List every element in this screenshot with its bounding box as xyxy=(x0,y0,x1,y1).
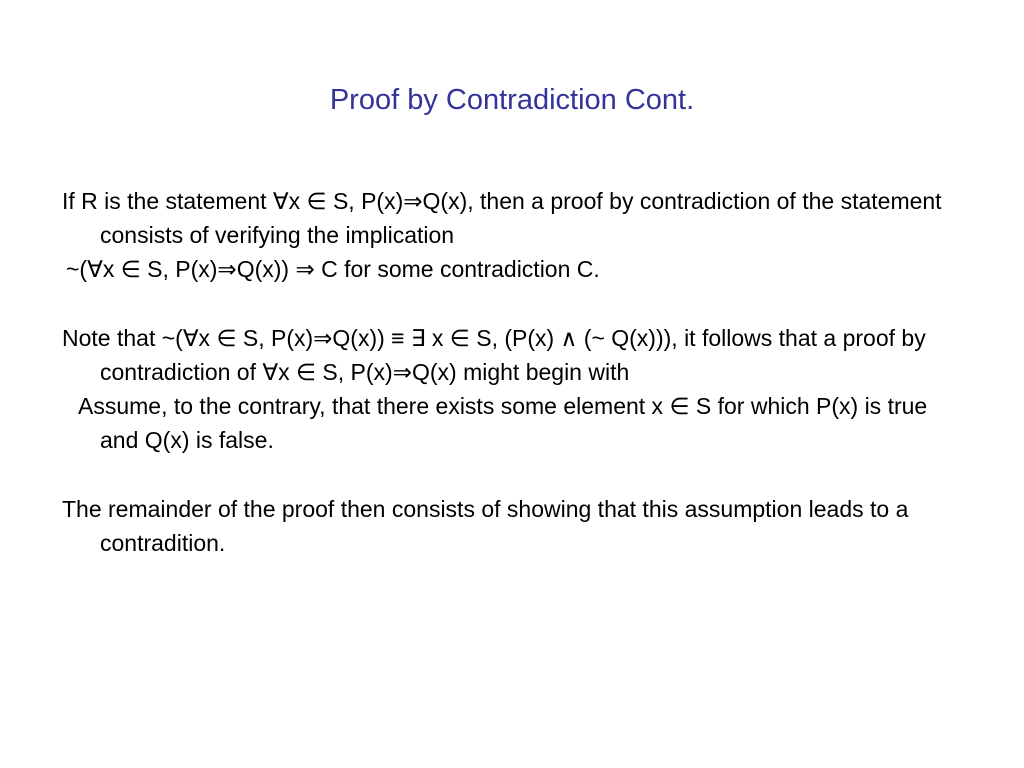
paragraph-definition: If R is the statement ∀x ∈ S, P(x)⇒Q(x), then a proof by contradiction of the statement consists of verifying the implication xyxy=(62,188,942,248)
spacer xyxy=(62,286,962,321)
paragraph-remainder: The remainder of the proof then consists of showing that this assumption leads to a contradition. xyxy=(62,496,909,556)
slide-body xyxy=(62,184,962,560)
assumption-statement: Assume, to the contrary, that there exists some element x ∈ S for which P(x) is true and Q(x) is false. xyxy=(78,393,928,453)
slide-title: Proof by Contradiction Cont. xyxy=(329,84,695,116)
paragraph-note: Note that ~(∀x ∈ S, P(x)⇒Q(x)) ≡ ∃ x ∈ S, (P(x) ∧ (~ Q(x))), it follows that a proof by contradiction of ∀x ∈ S, P(x)⇒Q(x) might begin with xyxy=(62,325,926,385)
formula-implication: ~(∀x ∈ S, P(x)⇒Q(x)) ⇒ C for some contradiction C. xyxy=(66,256,600,282)
spacer xyxy=(62,457,962,492)
